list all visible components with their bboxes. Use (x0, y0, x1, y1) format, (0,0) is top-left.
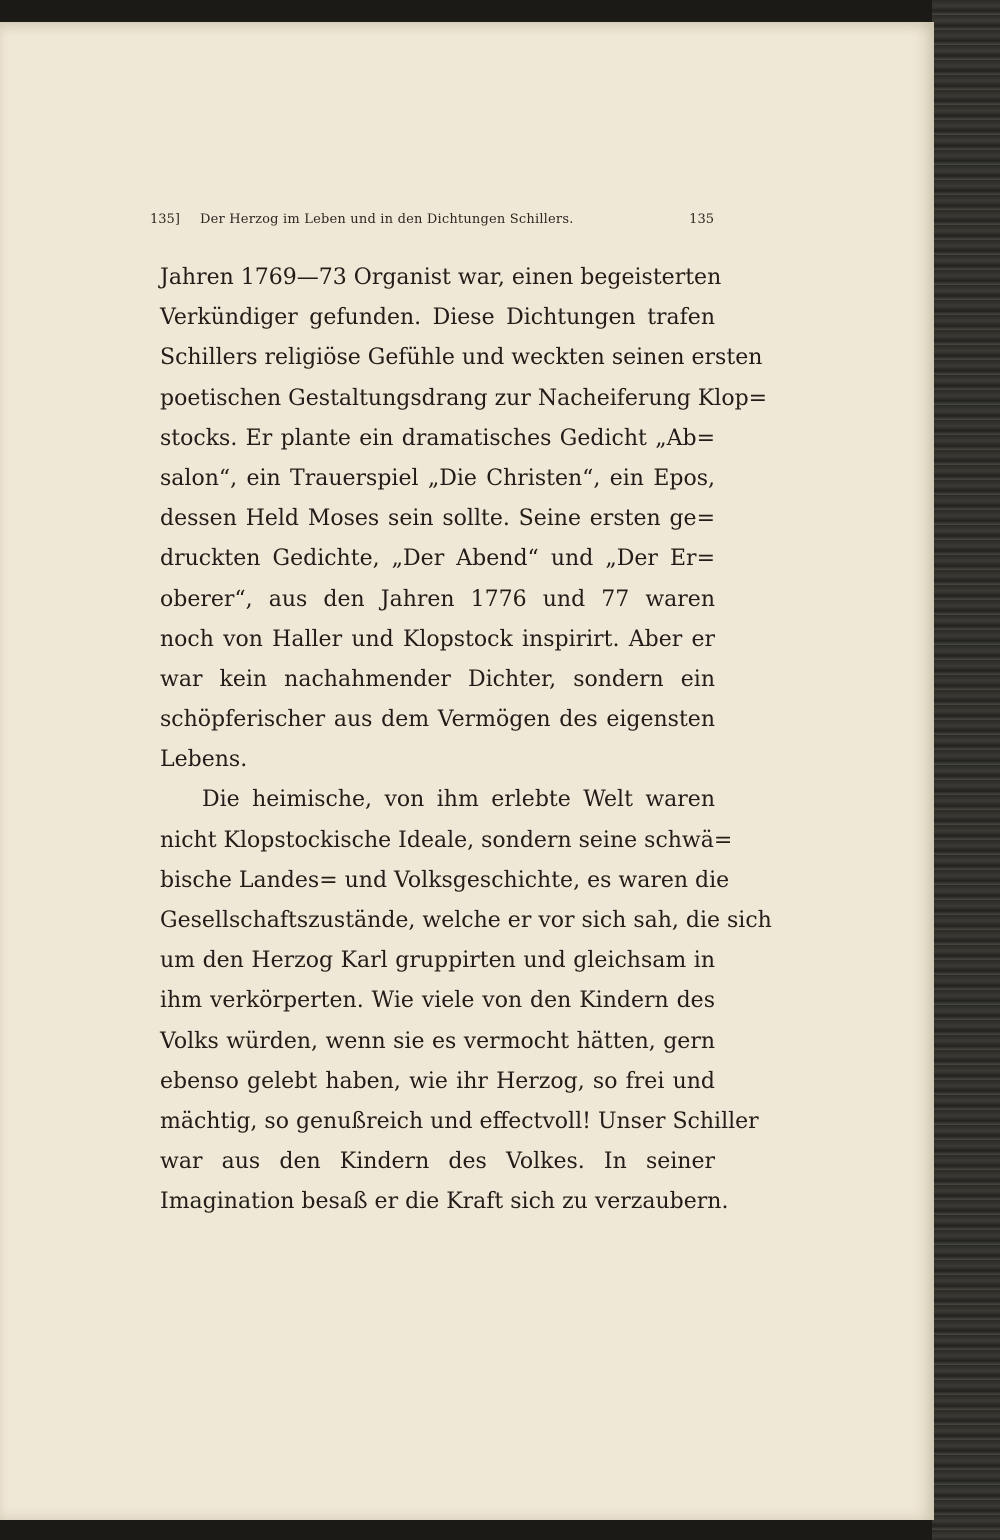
text-line: dessen Held Moses sein sollte. Seine ersten ge= (160, 506, 715, 532)
text-line: druckten Gedichte, „Der Abend“ und „Der Er= (160, 546, 715, 572)
text-line: schöpferischer aus dem Vermögen des eigensten (160, 707, 715, 733)
text-line: Verkündiger gefunden. Diese Dichtungen trafen (160, 305, 715, 331)
text-line: Imagination besaß er die Kraft sich zu verzaubern. (160, 1189, 729, 1215)
body-text (160, 258, 772, 1223)
text-line: mächtig, so genußreich und effectvoll! Unser Schiller (160, 1108, 759, 1134)
text-line: Gesellschaftszustände, welche er vor sich sah, die sich (160, 908, 772, 933)
text-line: um den Herzog Karl gruppirten und gleichsam in (160, 948, 715, 974)
book-cover-edge (932, 0, 1000, 1540)
text-line: nicht Klopstockische Ideale, sondern seine schwä= (160, 827, 733, 853)
paragraph-1 (160, 258, 768, 780)
text-line: Die heimische, von ihm erlebte Welt waren (202, 787, 715, 813)
text-line: Lebens. (160, 747, 248, 773)
text-line: ihm verkörperten. Wie viele von den Kindern des (160, 988, 715, 1014)
text-line: Volks würden, wenn sie es vermocht hätten, gern (160, 1028, 715, 1054)
running-head-title: Der Herzog im Leben und in den Dichtungen Schillers. (200, 212, 574, 227)
running-head-page-ref: 135] (150, 212, 180, 227)
text-line: poetischen Gestaltungsdrang zur Nacheiferung Klop= (160, 385, 768, 411)
paragraph-2 (160, 780, 772, 1222)
text-line: bische Landes= und Volksgeschichte, es waren die (160, 867, 730, 893)
text-line: stocks. Er plante ein dramatisches Gedicht „Ab= (160, 425, 715, 451)
text-line: war kein nachahmender Dichter, sondern ein (160, 666, 715, 692)
text-line: war aus den Kindern des Volkes. In seiner (160, 1149, 715, 1175)
text-line: ebenso gelebt haben, wie ihr Herzog, so frei und (160, 1068, 715, 1094)
page-number: 135 (689, 212, 714, 227)
text-line: noch von Haller und Klopstock inspirirt. Aber er (160, 626, 715, 652)
text-line: Jahren 1769—73 Organist war, einen begeisterten (160, 265, 722, 290)
text-line: Schillers religiöse Gefühle und weckten seinen ersten (160, 345, 763, 371)
text-line: salon“, ein Trauerspiel „Die Christen“, ein Epos, (160, 465, 715, 491)
running-head (150, 212, 714, 236)
text-line: oberer“, aus den Jahren 1776 und 77 waren (160, 586, 715, 612)
